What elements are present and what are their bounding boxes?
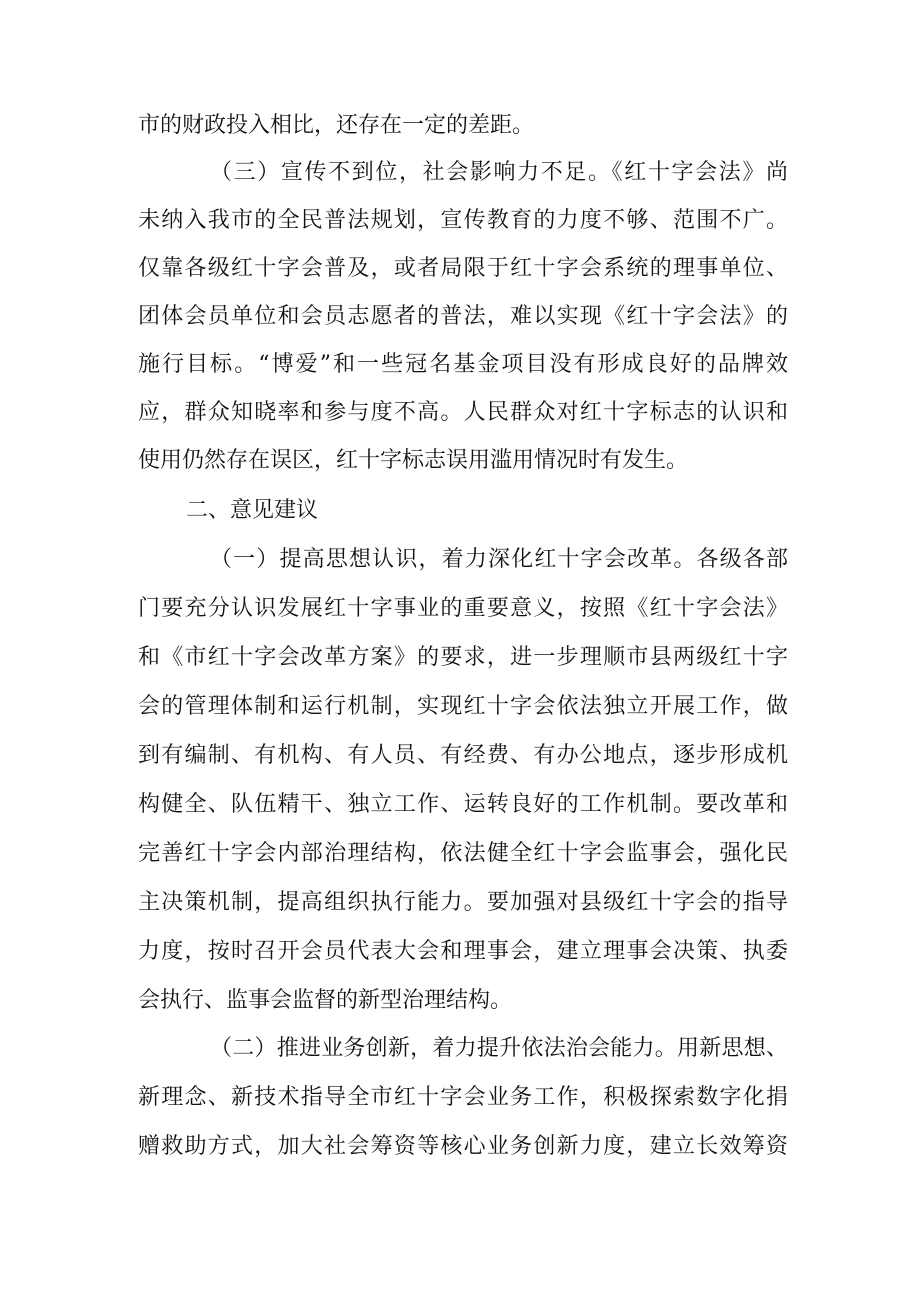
text-line-2: （三）宣传不到位，社会影响力不足。《红十字会法》尚 [210, 160, 788, 185]
text-line-6: 施行目标。“博爱”和一些冠名基金项目没有形成良好的品牌效 [138, 352, 788, 377]
text-line-11: 门要充分认识发展红十字事业的重要意义，按照《红十字会法》 [138, 596, 788, 621]
text-line-21: 新理念、新技术指导全市红十字会业务工作，积极探索数字化捐 [138, 1085, 788, 1110]
text-line-14: 到有编制、有机构、有人员、有经费、有办公地点，逐步形成机 [138, 743, 788, 768]
text-line-12: 和《市红十字会改革方案》的要求，进一步理顺市县两级红十字 [138, 645, 788, 670]
text-line-13: 会的管理体制和运行机制，实现红十字会依法独立开展工作，做 [138, 694, 788, 719]
text-line-10: （一）提高思想认识，着力深化红十字会改革。各级各部 [210, 547, 788, 572]
section-heading: 二、意见建议 [186, 498, 319, 523]
text-line-17: 主决策机制，提高组织执行能力。要加强对县级红十字会的指导 [138, 890, 788, 915]
text-line-7: 应，群众知晓率和参与度不高。人民群众对红十字标志的认识和 [138, 400, 788, 425]
text-line-8: 使用仍然存在误区，红十字标志误用滥用情况时有发生。 [138, 448, 689, 473]
text-line-19: 会执行、监事会监督的新型治理结构。 [138, 988, 513, 1013]
text-line-15: 构健全、队伍精干、独立工作、运转良好的工作机制。要改革和 [138, 792, 788, 817]
text-line-4: 仅靠各级红十字会普及，或者局限于红十字会系统的理事单位、 [138, 256, 788, 281]
text-line-5: 团体会员单位和会员志愿者的普法，难以实现《红十字会法》的 [138, 304, 788, 329]
text-line-16: 完善红十字会内部治理结构，依法健全红十字会监事会，强化民 [138, 841, 788, 866]
text-line-22: 赠救助方式，加大社会筹资等核心业务创新力度，建立长效筹资 [138, 1134, 788, 1159]
text-line-18: 力度，按时召开会员代表大会和理事会，建立理事会决策、执委 [138, 939, 788, 964]
text-line-3: 未纳入我市的全民普法规划，宣传教育的力度不够、范围不广。 [138, 208, 788, 233]
text-line-1: 市的财政投入相比，还存在一定的差距。 [138, 113, 535, 138]
text-line-20: （二）推进业务创新，着力提升依法治会能力。用新思想、 [210, 1036, 788, 1061]
